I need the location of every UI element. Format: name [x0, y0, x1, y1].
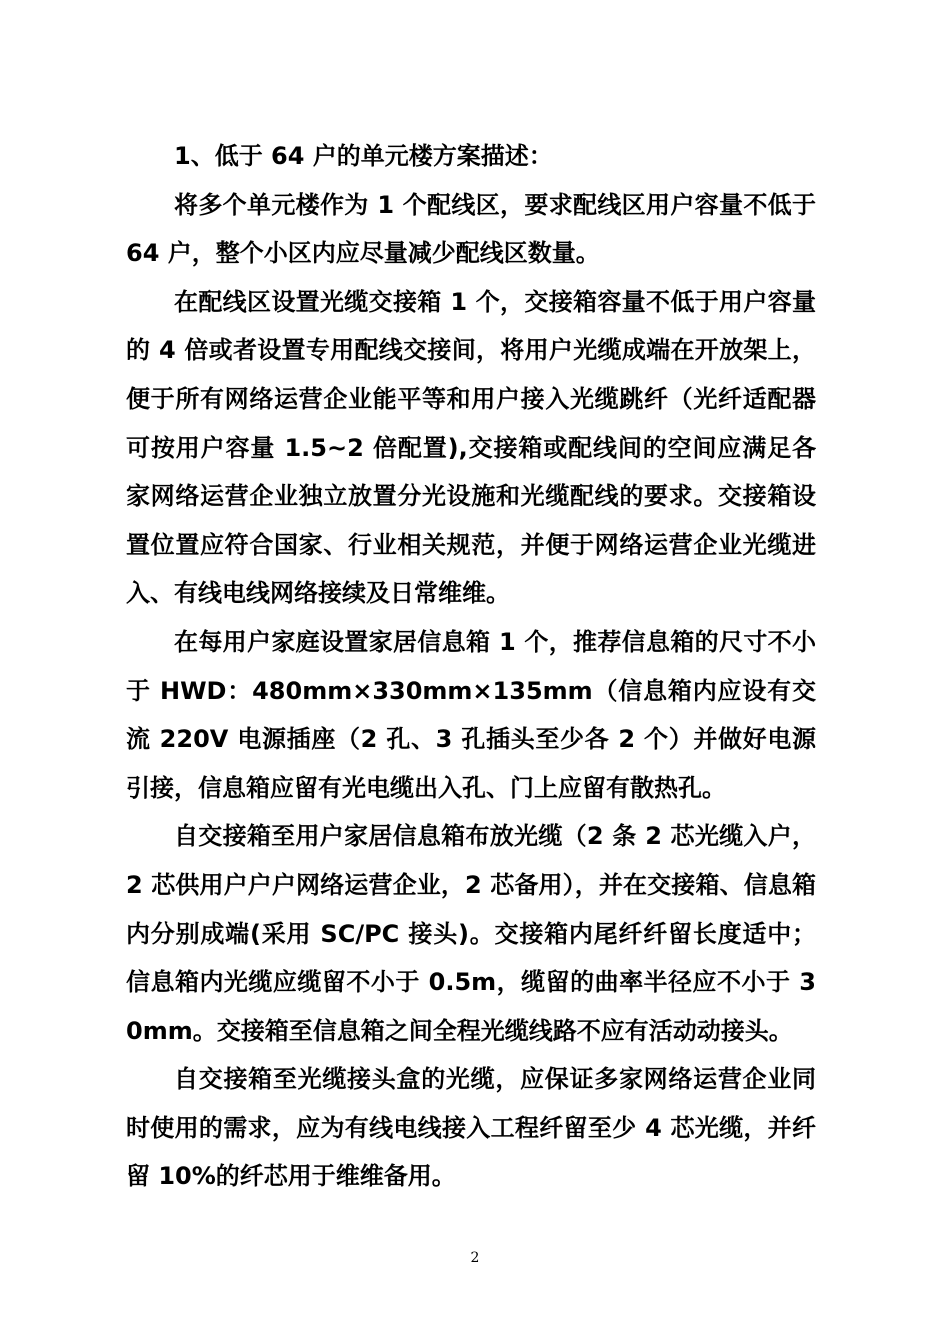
paragraph-cross-connect-box: 在配线区设置光缆交接箱 1 个，交接箱容量不低于用户容量的 4 倍或者设置专用配线交接间，将用户光缆成端在开放架上，便于所有网络运营企业能平等和用户接入光缆跳纤（光纤适配器可按用户容量 1.5~2 倍配置),交接箱或配线间的空间应满足各家网络运营企业独立放置分光设施和光缆配线的要求。交接箱设置位置应符合国家、行业相关规范，并便于网络运营企业光缆进入、有线电线网络接续及日常维维。	[126, 287, 816, 608]
page-number: 2	[470, 1250, 480, 1266]
paragraph-reserved-fibers: 自交接箱至光缆接头盒的光缆，应保证多家网络运营企业同时使用的需求，应为有线电线接入工程纤留至少 4 芯光缆，并纤留 10%的纤芯用于维维备用。	[126, 1065, 816, 1191]
paragraph-cable-routing: 自交接箱至用户家居信息箱布放光缆（2 条 2 芯光缆入户，2 芯供用户户户网络运营企业，2 芯备用），并在交接箱、信息箱内分别成端(采用 SC/PC 接头)。交接箱内尾纤纤留长度适中；信息箱内光缆应缆留不小于 0.5m，缆留的曲率半径应不小于 30mm。交接箱至信息箱之间全程光缆线路不应有活动动接头。	[126, 822, 816, 1045]
section-heading: 1、低于 64 户的单元楼方案描述：	[174, 142, 553, 170]
paragraph-home-info-box: 在每用户家庭设置家居信息箱 1 个，推荐信息箱的尺寸不小于 HWD：480mm×330mm×135mm（信息箱内应设有交流 220V 电源插座（2 孔、3 孔插头至少各 2 个）并做好电源引接，信息箱应留有光电缆出入孔、门上应留有散热孔。	[126, 627, 816, 802]
document-body	[126, 132, 816, 1201]
paragraph-distribution-area: 将多个单元楼作为 1 个配线区，要求配线区用户容量不低于 64 户，整个小区内应尽量减少配线区数量。	[126, 190, 816, 268]
